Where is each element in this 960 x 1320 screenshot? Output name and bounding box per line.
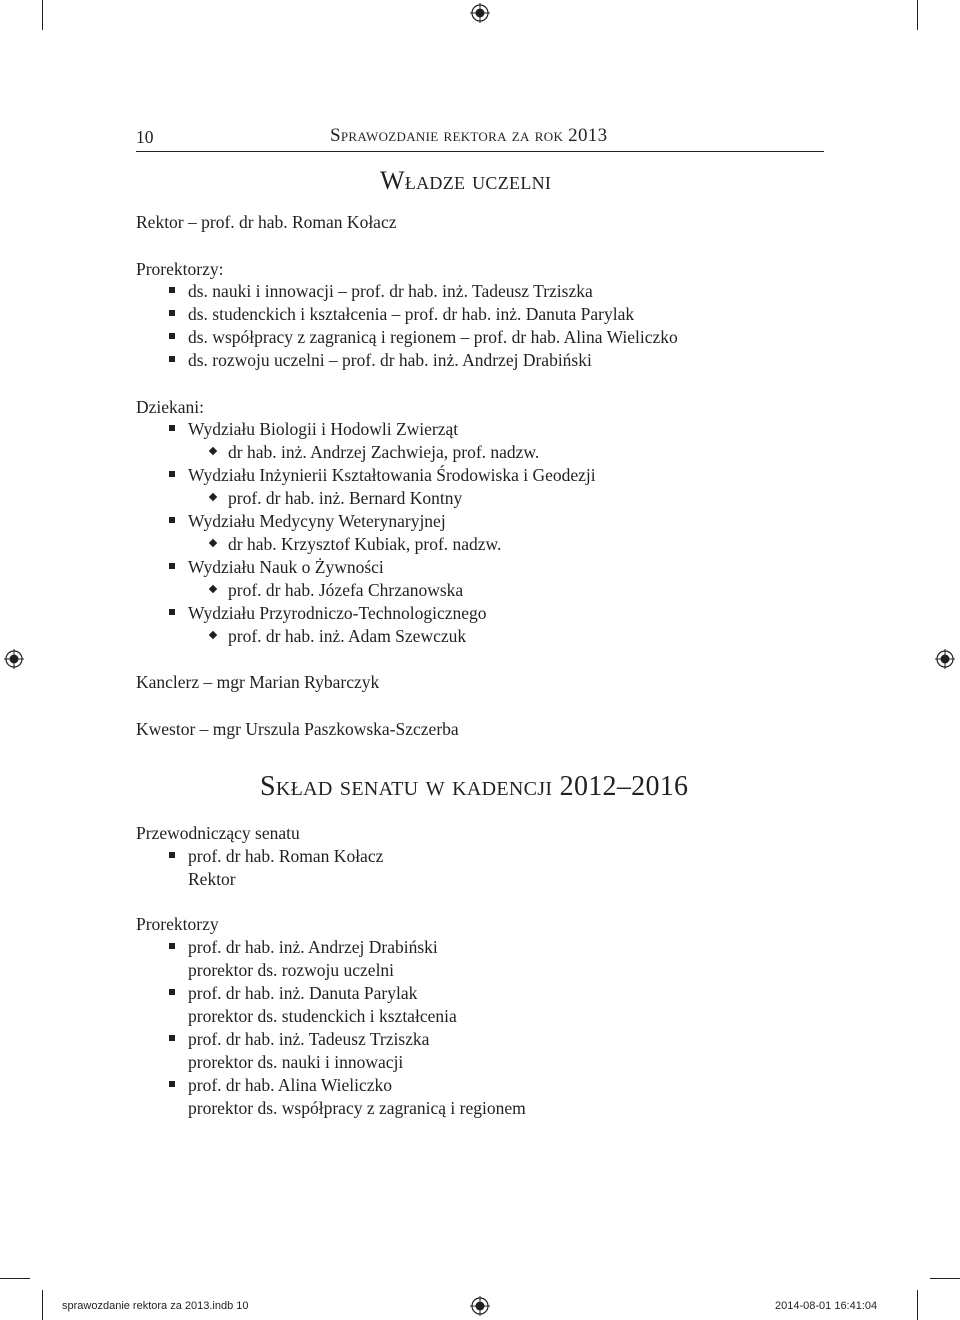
faculty-name: Wydziału Nauk o Żywności (188, 557, 384, 577)
header-rule (136, 151, 824, 152)
square-bullet-icon (169, 609, 175, 615)
crop-mark (917, 1290, 918, 1320)
registration-mark-icon (935, 649, 955, 669)
section-title: Skład senatu w kadencji 2012–2016 (260, 771, 689, 802)
faculty-name: Wydziału Biologii i Hodowli Zwierząt (188, 419, 459, 439)
faculty-name: Wydziału Medycyny Weterynaryjnej (188, 511, 446, 531)
crop-mark (42, 0, 43, 30)
member-name: prof. dr hab. inż. Danuta Parylak (188, 983, 418, 1003)
square-bullet-icon (169, 356, 175, 362)
diamond-bullet-icon (209, 631, 217, 639)
member-name: prof. dr hab. Alina Wieliczko (188, 1075, 393, 1095)
prorectors-label: Prorektorzy (136, 914, 219, 934)
list-item: ds. studenckich i kształcenia – prof. dr hab. inż. Danuta Parylak (188, 304, 635, 324)
square-bullet-icon (169, 989, 175, 995)
dean-name: prof. dr hab. inż. Adam Szewczuk (228, 626, 467, 646)
diamond-bullet-icon (209, 585, 217, 593)
list-item: ds. rozwoju uczelni – prof. dr hab. inż. Andrzej Drabiński (188, 350, 592, 370)
member-name: prof. dr hab. Roman Kołacz (188, 846, 384, 866)
square-bullet-icon (169, 471, 175, 477)
diamond-bullet-icon (209, 447, 217, 455)
list-item: ds. nauki i innowacji – prof. dr hab. inż. Tadeusz Trziszka (188, 281, 593, 301)
square-bullet-icon (169, 287, 175, 293)
square-bullet-icon (169, 517, 175, 523)
running-title: Sprawozdanie rektora za rok 2013 (330, 125, 608, 146)
deans-label: Dziekani: (136, 397, 205, 417)
dean-name: prof. dr hab. inż. Bernard Kontny (228, 488, 463, 508)
member-role: Rektor (188, 869, 236, 889)
square-bullet-icon (169, 1081, 175, 1087)
registration-mark-icon (4, 649, 24, 669)
print-slug-file: sprawozdanie rektora za 2013.indb 10 (62, 1300, 249, 1312)
square-bullet-icon (169, 425, 175, 431)
print-slug-timestamp: 2014-08-01 16:41:04 (775, 1300, 878, 1312)
chancellor-line: Kanclerz – mgr Marian Rybarczyk (136, 672, 380, 692)
crop-mark (0, 1278, 30, 1279)
dean-name: dr hab. Krzysztof Kubiak, prof. nadzw. (228, 534, 502, 554)
square-bullet-icon (169, 563, 175, 569)
square-bullet-icon (169, 310, 175, 316)
registration-mark-icon (470, 3, 490, 23)
member-role: prorektor ds. współpracy z zagranicą i regionem (188, 1098, 526, 1118)
prorectors-label: Prorektorzy: (136, 259, 224, 279)
square-bullet-icon (169, 852, 175, 858)
chair-label: Przewodniczący senatu (136, 823, 300, 843)
square-bullet-icon (169, 1035, 175, 1041)
diamond-bullet-icon (209, 493, 217, 501)
faculty-name: Wydziału Przyrodniczo-Technologicznego (188, 603, 487, 623)
faculty-name: Wydziału Inżynierii Kształtowania Środowiska i Geodezji (188, 465, 596, 485)
dean-name: prof. dr hab. Józefa Chrzanowska (228, 580, 464, 600)
crop-mark (930, 1278, 960, 1279)
member-role: prorektor ds. nauki i innowacji (188, 1052, 404, 1072)
member-name: prof. dr hab. inż. Andrzej Drabiński (188, 937, 438, 957)
member-name: prof. dr hab. inż. Tadeusz Trziszka (188, 1029, 430, 1049)
section-title: Władze uczelni (380, 166, 552, 195)
crop-mark (42, 1290, 43, 1320)
page-number: 10 (136, 127, 154, 147)
square-bullet-icon (169, 943, 175, 949)
diamond-bullet-icon (209, 539, 217, 547)
dean-name: dr hab. inż. Andrzej Zachwieja, prof. nadzw. (228, 442, 540, 462)
member-role: prorektor ds. studenckich i kształcenia (188, 1006, 457, 1026)
rector-line: Rektor – prof. dr hab. Roman Kołacz (136, 212, 397, 232)
member-role: prorektor ds. rozwoju uczelni (188, 960, 395, 980)
crop-mark (917, 0, 918, 30)
list-item: ds. współpracy z zagranicą i regionem – prof. dr hab. Alina Wieliczko (188, 327, 678, 347)
square-bullet-icon (169, 333, 175, 339)
registration-mark-icon (470, 1296, 490, 1316)
bursar-line: Kwestor – mgr Urszula Paszkowska-Szczerba (136, 719, 459, 739)
